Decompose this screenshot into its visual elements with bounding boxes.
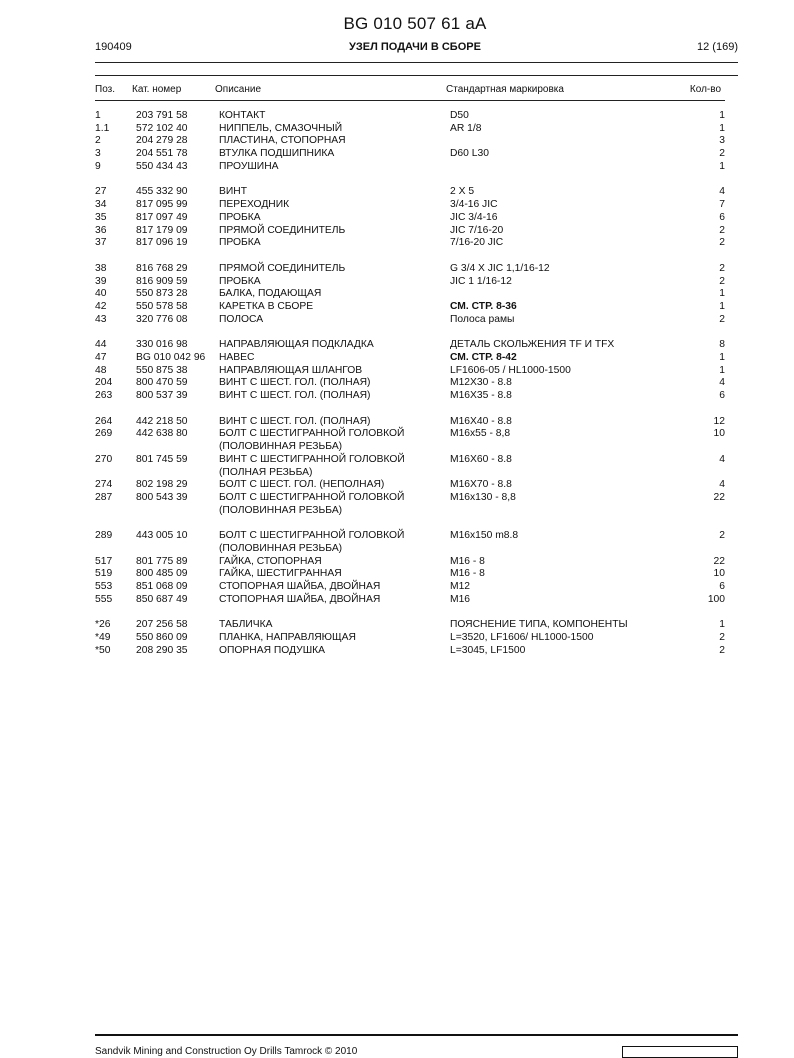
catalog-number-cell: 550 875 38 (136, 364, 188, 376)
standard-marking-cell: LF1606-05 / HL1000-1500 (450, 364, 571, 376)
standard-marking-cell: M16x130 - 8,8 (450, 491, 516, 503)
description-cell: ПЛАНКА, НАПРАВЛЯЮЩАЯ (219, 632, 356, 644)
catalog-number-cell: 816 909 59 (136, 275, 188, 287)
column-header-qty: Кол-во (689, 84, 721, 95)
quantity-cell: 1 (719, 122, 725, 134)
pos-cell: 519 (95, 568, 113, 580)
catalog-number-cell: 455 332 90 (136, 186, 188, 198)
standard-marking-cell: M16x150 m8.8 (450, 530, 519, 542)
pos-cell: 9 (95, 160, 101, 172)
description-cell: СТОПОРНАЯ ШАЙБА, ДВОЙНАЯ (219, 581, 381, 593)
quantity-cell: 2 (719, 313, 725, 325)
catalog-number-cell: 550 860 09 (136, 632, 188, 644)
description-cell: ТАБЛИЧКА (219, 619, 273, 631)
catalog-number-cell: 204 551 78 (136, 148, 188, 160)
standard-marking-cell: D50 (450, 110, 469, 121)
description-cell: ПРОБКА (219, 237, 261, 249)
catalog-number-cell: 817 096 19 (136, 237, 188, 249)
standard-marking-cell: M16X60 - 8.8 (450, 453, 512, 465)
pos-cell: 40 (95, 288, 107, 300)
description-cell: ПРОУШИНА (219, 160, 279, 172)
pos-cell: *26 (95, 619, 111, 631)
document-id: BG 010 507 61 aA (343, 14, 487, 33)
table-row (0, 225, 794, 238)
standard-marking-cell: M16 - 8 (450, 555, 485, 567)
description-cell: ГАЙКА, ШЕСТИГРАННАЯ (219, 568, 342, 580)
quantity-cell: 2 (719, 644, 725, 656)
catalog-number-cell: 850 687 49 (136, 593, 188, 605)
catalog-number-cell: 442 218 50 (136, 415, 188, 427)
quantity-cell: 1 (719, 110, 725, 121)
table-row (0, 110, 794, 123)
catalog-number-cell: 816 768 29 (136, 262, 188, 274)
description-cell: ВИНТ С ШЕСТ. ГОЛ. (ПОЛНАЯ) (219, 390, 371, 402)
description-cell: ПЕРЕХОДНИК (219, 199, 290, 211)
quantity-cell: 1 (719, 352, 725, 363)
description-cell: БОЛТ С ШЕСТ. ГОЛ. (НЕПОЛНАЯ) (219, 479, 385, 491)
pos-cell: 2 (95, 135, 101, 147)
description-cell: ПРЯМОЙ СОЕДИНИТЕЛЬ (219, 262, 346, 274)
table-row (0, 645, 794, 658)
pos-cell: 1 (95, 110, 101, 121)
table-row (0, 530, 794, 555)
description-cell: ВИНТ С ШЕСТ. ГОЛ. (ПОЛНАЯ) (219, 415, 371, 427)
pos-cell: 39 (95, 275, 107, 287)
table-row (0, 390, 794, 403)
column-header-std: Стандартная маркировка (446, 84, 564, 95)
pos-cell: 269 (95, 428, 113, 440)
quantity-cell: 2 (719, 632, 725, 644)
table-row (0, 199, 794, 212)
pos-cell: 42 (95, 300, 107, 312)
table-row (0, 263, 794, 276)
table-row (0, 314, 794, 327)
quantity-cell: 2 (719, 275, 725, 287)
table-row (0, 428, 794, 453)
pos-cell: 287 (95, 491, 113, 503)
pos-cell: 47 (95, 352, 107, 363)
standard-marking-cell: M16X70 - 8.8 (450, 479, 512, 491)
pos-cell: 289 (95, 530, 113, 542)
table-row (0, 161, 794, 174)
standard-marking-cell: JIC 7/16-20 (450, 224, 504, 236)
quantity-cell: 6 (719, 581, 725, 593)
description-cell: СТОПОРНАЯ ШАЙБА, ДВОЙНАЯ (219, 593, 381, 605)
pos-cell: 48 (95, 364, 107, 376)
table-row (0, 339, 794, 352)
catalog-number-cell: 442 638 80 (136, 428, 188, 440)
table-row (0, 581, 794, 594)
pos-cell: 44 (95, 339, 107, 351)
catalog-number-cell: 800 537 39 (136, 390, 188, 402)
table-row (0, 556, 794, 569)
table-row (0, 276, 794, 289)
quantity-cell: 1 (719, 619, 725, 631)
quantity-cell: 2 (719, 224, 725, 236)
standard-marking-cell: ПОЯСНЕНИЕ ТИПА, КОМПОНЕНТЫ (450, 619, 628, 631)
column-header-pos: Поз. (95, 84, 115, 95)
quantity-cell: 22 (713, 491, 725, 503)
description-cell: КАРЕТКА В СБОРЕ (219, 300, 314, 312)
standard-marking-cell: 2 X 5 (450, 186, 475, 198)
standard-marking-cell: M16 - 8 (450, 568, 485, 580)
catalog-number-cell: 817 095 99 (136, 199, 188, 211)
quantity-cell: 4 (719, 186, 725, 198)
description-cell: БОЛТ С ШЕСТИГРАННОЙ ГОЛОВКОЙ (ПОЛОВИННАЯ РЕЗЬБА) (219, 530, 405, 554)
description-cell: ВИНТ (219, 186, 247, 198)
pos-cell: 517 (95, 555, 113, 567)
description-cell: БАЛКА, ПОДАЮЩАЯ (219, 288, 322, 300)
table-row (0, 237, 794, 250)
catalog-number-cell: 550 873 28 (136, 288, 188, 300)
quantity-cell: 1 (719, 300, 725, 312)
description-cell: ГАЙКА, СТОПОРНАЯ (219, 555, 322, 567)
header-rule-top (95, 62, 738, 63)
catalog-number-cell: 800 470 59 (136, 377, 188, 389)
table-row (0, 377, 794, 390)
pos-cell: *50 (95, 644, 111, 656)
table-row (0, 301, 794, 314)
table-row (0, 135, 794, 148)
table-row (0, 365, 794, 378)
standard-marking-cell: M16X35 - 8.8 (450, 390, 512, 402)
description-cell: КОНТАКТ (219, 110, 266, 121)
quantity-cell: 12 (713, 415, 725, 427)
quantity-cell: 10 (713, 428, 725, 440)
standard-marking-cell: M16X40 - 8.8 (450, 415, 512, 427)
quantity-cell: 4 (719, 377, 725, 389)
catalog-number-cell: 802 198 29 (136, 479, 188, 491)
page-title: УЗЕЛ ПОДАЧИ В СБОРЕ (349, 41, 481, 53)
pos-cell: 27 (95, 186, 107, 198)
standard-marking-cell: M16 (450, 593, 471, 605)
quantity-cell: 4 (719, 453, 725, 465)
table-row (0, 479, 794, 492)
catalog-number-cell: 443 005 10 (136, 530, 188, 542)
description-cell: ПРОБКА (219, 275, 261, 287)
date-code: 190409 (95, 41, 132, 53)
quantity-cell: 10 (713, 568, 725, 580)
standard-marking-cell: G 3/4 X JIC 1,1/16-12 (450, 262, 550, 274)
quantity-cell: 7 (719, 199, 725, 211)
catalog-number-cell: 207 256 58 (136, 619, 188, 631)
catalog-number-cell: BG 010 042 96 (136, 352, 206, 363)
description-cell: НАПРАВЛЯЮЩАЯ ПОДКЛАДКА (219, 339, 374, 351)
quantity-cell: 2 (719, 262, 725, 274)
pos-cell: 43 (95, 313, 107, 325)
pos-cell: *49 (95, 632, 111, 644)
description-cell: ВТУЛКА ПОДШИПНИКА (219, 148, 335, 160)
table-row (0, 594, 794, 607)
description-cell: НАПРАВЛЯЮЩАЯ ШЛАНГОВ (219, 364, 363, 376)
pos-cell: 270 (95, 453, 113, 465)
table-row (0, 632, 794, 645)
column-header-desc: Описание (215, 84, 262, 95)
quantity-cell: 1 (719, 288, 725, 300)
footer-text: Sandvik Mining and Construction Oy Drills Tamrock © 2010 (95, 1046, 358, 1057)
parts-table (0, 110, 794, 658)
catalog-number-cell: 330 016 98 (136, 339, 188, 351)
table-row (0, 492, 794, 517)
table-row (0, 123, 794, 136)
table-row (0, 186, 794, 199)
table-row (0, 352, 794, 365)
table-row (0, 619, 794, 632)
catalog-number-cell: 203 791 58 (136, 110, 188, 121)
quantity-cell: 100 (707, 593, 725, 605)
quantity-cell: 6 (719, 211, 725, 223)
quantity-cell: 2 (719, 148, 725, 160)
quantity-cell: 2 (719, 530, 725, 542)
table-row (0, 416, 794, 429)
catalog-number-cell: 208 290 35 (136, 644, 188, 656)
pos-cell: 37 (95, 237, 107, 249)
pos-cell: 1.1 (95, 122, 110, 134)
pos-cell: 38 (95, 262, 107, 274)
standard-marking-cell: M12 (450, 581, 471, 593)
catalog-number-cell: 572 102 40 (136, 122, 188, 134)
quantity-cell: 1 (719, 160, 725, 172)
table-row (0, 568, 794, 581)
catalog-number-cell: 800 485 09 (136, 568, 188, 580)
quantity-cell: 1 (719, 364, 725, 376)
pos-cell: 35 (95, 211, 107, 223)
table-row (0, 454, 794, 479)
description-cell: ОПОРНАЯ ПОДУШКА (219, 644, 326, 656)
catalog-number-cell: 817 097 49 (136, 211, 188, 223)
catalog-number-cell: 817 179 09 (136, 224, 188, 236)
pos-cell: 34 (95, 199, 107, 211)
standard-marking-cell: ДЕТАЛЬ СКОЛЬЖЕНИЯ TF И TFX (450, 339, 615, 351)
catalog-number-cell: 851 068 09 (136, 581, 188, 593)
catalog-number-cell: 204 279 28 (136, 135, 188, 147)
brand-logo (622, 1046, 738, 1058)
table-row (0, 212, 794, 225)
column-header-rule (95, 100, 725, 101)
description-cell: ПОЛОСА (219, 313, 264, 325)
standard-marking-cell: 3/4-16 JIC (450, 199, 498, 211)
description-cell: ВИНТ С ШЕСТИГРАННОЙ ГОЛОВКОЙ (ПОЛНАЯ РЕЗЬБА) (219, 453, 405, 478)
header-rule-bottom (95, 75, 738, 76)
description-cell: БОЛТ С ШЕСТИГРАННОЙ ГОЛОВКОЙ (ПОЛОВИННАЯ РЕЗЬБА) (219, 491, 405, 516)
pos-cell: 3 (95, 148, 101, 160)
catalog-number-cell: 801 775 89 (136, 555, 188, 567)
standard-marking-cell: M16x55 - 8,8 (450, 428, 511, 440)
catalog-number-cell: 801 745 59 (136, 453, 188, 465)
catalog-number-cell: 800 543 39 (136, 491, 188, 503)
footer-rule (95, 1034, 738, 1036)
standard-marking-cell: M12X30 - 8.8 (450, 377, 512, 389)
pos-cell: 555 (95, 593, 113, 605)
pos-cell: 264 (95, 415, 113, 427)
description-cell: ПРОБКА (219, 211, 261, 223)
pos-cell: 274 (95, 479, 113, 491)
standard-marking-cell: СМ. СТР. 8-36 (450, 300, 517, 312)
quantity-cell: 4 (719, 479, 725, 491)
table-row (0, 288, 794, 301)
description-cell: БОЛТ С ШЕСТИГРАННОЙ ГОЛОВКОЙ (ПОЛОВИННАЯ РЕЗЬБА) (219, 428, 405, 453)
catalog-number-cell: 320 776 08 (136, 313, 188, 325)
quantity-cell: 3 (719, 135, 725, 147)
quantity-cell: 2 (719, 237, 725, 249)
catalog-number-cell: 550 578 58 (136, 300, 188, 312)
standard-marking-cell: L=3045, LF1500 (450, 644, 526, 656)
quantity-cell: 22 (713, 555, 725, 567)
pos-cell: 204 (95, 377, 113, 389)
page-number: 12 (169) (697, 41, 738, 53)
pos-cell: 36 (95, 224, 107, 236)
standard-marking-cell: JIC 1 1/16-12 (450, 275, 512, 287)
quantity-cell: 6 (719, 390, 725, 402)
description-cell: ПЛАСТИНА, СТОПОРНАЯ (219, 135, 346, 147)
standard-marking-cell: D60 L30 (450, 148, 489, 160)
catalog-number-cell: 550 434 43 (136, 160, 188, 172)
description-cell: НИППЕЛЬ, СМАЗОЧНЫЙ (219, 122, 343, 134)
standard-marking-cell: AR 1/8 (450, 122, 482, 134)
standard-marking-cell: 7/16-20 JIC (450, 237, 504, 249)
standard-marking-cell: СМ. СТР. 8-42 (450, 352, 517, 363)
description-cell: ВИНТ С ШЕСТ. ГОЛ. (ПОЛНАЯ) (219, 377, 371, 389)
standard-marking-cell: JIC 3/4-16 (450, 211, 498, 223)
standard-marking-cell: Полоса рамы (450, 313, 515, 325)
pos-cell: 553 (95, 581, 113, 593)
description-cell: НАВЕС (219, 352, 255, 363)
standard-marking-cell: L=3520, LF1606/ HL1000-1500 (450, 632, 594, 644)
table-row (0, 148, 794, 161)
quantity-cell: 8 (719, 339, 725, 351)
pos-cell: 263 (95, 390, 113, 402)
description-cell: ПРЯМОЙ СОЕДИНИТЕЛЬ (219, 224, 346, 236)
column-header-cat: Кат. номер (132, 84, 182, 95)
